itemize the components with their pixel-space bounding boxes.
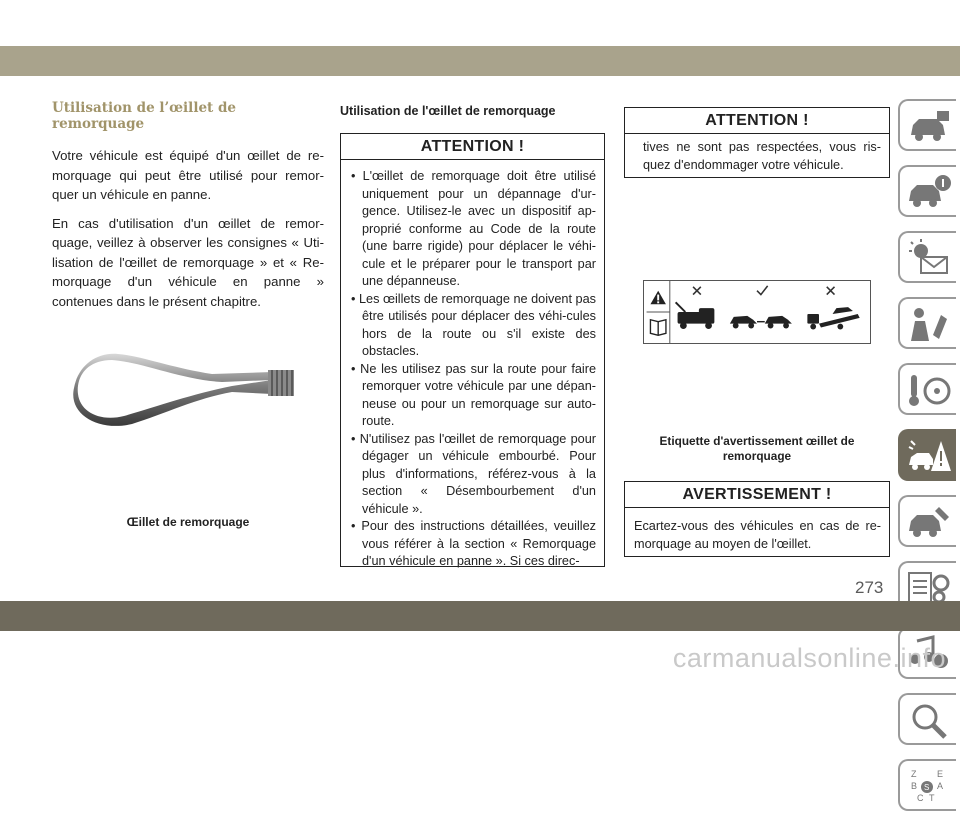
letter-b: B: [911, 781, 918, 791]
column-1: [52, 100, 324, 320]
tow-eye-illustration: [72, 350, 302, 430]
manual-book-icon: [650, 320, 666, 336]
tab-language-index[interactable]: [898, 759, 956, 811]
chapter-tabs: [898, 99, 960, 825]
letter-e: E: [937, 769, 944, 779]
check-mark-icon: [757, 286, 768, 295]
attention-box-continued: [624, 107, 890, 178]
in-case-of-emergency-icon: [907, 437, 951, 475]
warning-label-illustration: [643, 280, 871, 344]
bottom-band: [0, 601, 960, 631]
tab-starting-driving[interactable]: [898, 363, 956, 415]
safety-icon: [907, 305, 951, 343]
tab-index[interactable]: [898, 693, 956, 745]
warning-lights-icon: [907, 239, 951, 277]
warning-title: AVERTISSEMENT !: [625, 482, 889, 508]
starting-driving-icon: [907, 371, 951, 409]
warning-triangle-icon: [650, 291, 666, 305]
section-heading: Utilisation de l’œillet de remorquage: [52, 100, 236, 132]
label-caption: Etiquette d'avertissement œillet de remorquage: [659, 434, 855, 463]
flatbed-truck-icon: [807, 307, 859, 329]
cross-mark-icon: [827, 287, 835, 295]
car-tow-icon: [730, 316, 792, 329]
page-number: 273: [855, 578, 884, 597]
tab-warning-lights[interactable]: [898, 231, 956, 283]
attention-title: ATTENTION !: [341, 134, 604, 160]
watermark: carmanualsonline.info: [672, 643, 946, 673]
attention-box: [340, 133, 605, 567]
list-item: • Ne les utilisez pas sur la route pour faire remorquer votre véhicule par une dépan-neuse ou pour un remorquage sur auto-route.: [351, 361, 596, 431]
tab-in-case-of-emergency[interactable]: [898, 429, 956, 481]
car-info-icon: [907, 107, 951, 145]
attention-title: ATTENTION !: [625, 108, 889, 134]
search-icon: [907, 701, 951, 739]
warning-text: Ecartez-vous des véhicules en cas de re-morquage au moyen de l'œillet.: [634, 519, 881, 551]
list-item: • Les œillets de remorquage ne doivent pas être utilisés pour déplacer des véhi-cules hors de la route ou s'il existe des obstacles.: [351, 291, 596, 361]
language-index-icon: [907, 767, 951, 805]
tab-introduction[interactable]: [898, 99, 956, 151]
warning-box: [624, 481, 890, 557]
subsection-heading: Utilisation de l'œillet de remorquage: [340, 104, 556, 118]
list-item: • L'œillet de remorquage doit être utilisé uniquement pour un dépannage d'ur-gence. Utilisez-le avec un dispositif ap-proprié conforme au Code de la route (une barre rigide) pour déplacer le véhi-cule et le préparer pour le transport par une dépanneuse.: [351, 168, 596, 291]
attention-text: tives ne sont pas respectées, vous ris-quez d'endommager votre véhicule.: [643, 140, 881, 172]
top-band: [0, 46, 960, 76]
letter-a: A: [937, 781, 944, 791]
letter-t: T: [929, 793, 935, 803]
servicing-icon: [907, 503, 951, 541]
list-item: • N'utilisez pas l'œillet de remorquage pour dégager un véhicule embourbé. Pour plus d'informations, référez-vous à la section « Désembourbement d'un véhicule ».: [351, 431, 596, 519]
list-item: • Pour des instructions détaillées, veuillez vous référer à la section « Remorquage d'un véhicule en panne ». Si ces direc-: [351, 518, 596, 571]
letter-z: Z: [911, 769, 917, 779]
figure-caption: Œillet de remorquage: [126, 515, 250, 529]
letter-s: S: [924, 783, 930, 792]
paragraph-2: En cas d'utilisation d'un œillet de remor-quage, veillez à observer les consignes « Uti-lisation de l'œillet de remorquage » et « Re-morquage d'un véhicule en panne » contenues dans le présent chapitre.: [52, 215, 324, 309]
tab-safety[interactable]: [898, 297, 956, 349]
car-info-icon: [907, 173, 951, 211]
tab-servicing[interactable]: [898, 495, 956, 547]
letter-c: C: [917, 793, 924, 803]
attention-list: [351, 168, 596, 571]
cross-mark-icon: [693, 287, 701, 295]
tow-truck-icon: [676, 302, 715, 329]
paragraph-1: Votre véhicule est équipé d'un œillet de re-morquage qui peut être utilisé pour remor-quer un véhicule en panne.: [52, 148, 324, 202]
tab-getting-to-know[interactable]: [898, 165, 956, 217]
